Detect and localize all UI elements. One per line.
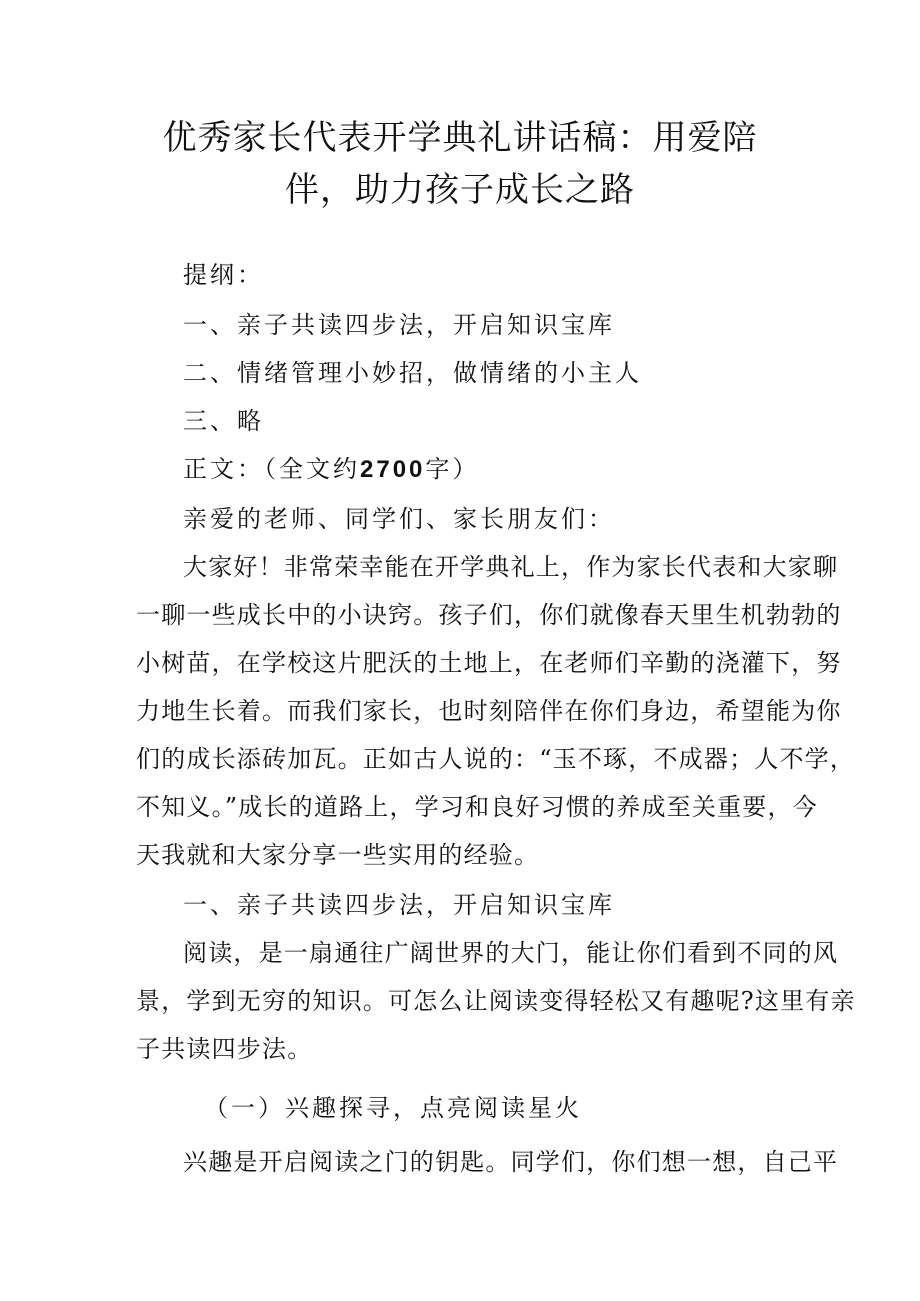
para1-line: 天我就和大家分享一些实用的经验。: [136, 841, 540, 869]
body-label-suffix: 字）: [425, 455, 480, 483]
title-line-1: 优秀家长代表开学典礼讲话稿：用爱陪: [162, 118, 758, 158]
outline-item-1: 一、亲子共读四步法，开启知识宝库: [183, 311, 615, 339]
para1-line: 小树苗，在学校这片肥沃的土地上，在老师们辛勤的浇灌下，努: [136, 649, 842, 677]
para2-line: 阅读，是一扇通往广阔世界的大门，能让你们看到不同的风: [183, 939, 839, 967]
section-heading-1: 一、亲子共读四步法，开启知识宝库: [183, 891, 615, 919]
word-count: 2700: [360, 456, 426, 483]
outline-item-3: 三、略: [183, 407, 264, 435]
body-label: [183, 452, 479, 487]
body-label-prefix: 正文：（全文约: [183, 455, 360, 483]
document-title: [150, 112, 770, 216]
title-line-2: 伴，助力孩子成长之路: [285, 170, 635, 210]
para2-line: 子共读四步法。: [136, 1035, 313, 1063]
greeting: 亲爱的老师、同学们、家长朋友们：: [183, 505, 615, 533]
para1-line: 们的成长添砖加瓦。正如古人说的：“玉不琢，不成器；人不学，: [136, 745, 856, 773]
para1-line: 大家好！非常荣幸能在开学典礼上，作为家长代表和大家聊: [183, 553, 839, 581]
outline-label: 提纲：: [183, 261, 264, 289]
para1-line: 不知义。”成长的道路上，学习和良好习惯的养成至关重要，今: [136, 793, 818, 821]
para1-line: 力地生长着。而我们家长，也时刻陪伴在你们身边，希望能为你: [136, 697, 842, 725]
para2-line: 景，学到无穷的知识。可怎么让阅读变得轻松又有趣呢?这里有亲: [136, 987, 856, 1015]
outline-item-2: 二、情绪管理小妙招，做情绪的小主人: [183, 359, 642, 387]
para1-line: 一聊一些成长中的小诀窍。孩子们，你们就像春天里生机勃勃的: [136, 601, 842, 629]
para3-line: 兴趣是开启阅读之门的钥匙。同学们，你们想一想，自己平: [183, 1148, 839, 1176]
subsection-heading-1: （一）兴趣探寻，点亮阅读星火: [204, 1094, 582, 1122]
